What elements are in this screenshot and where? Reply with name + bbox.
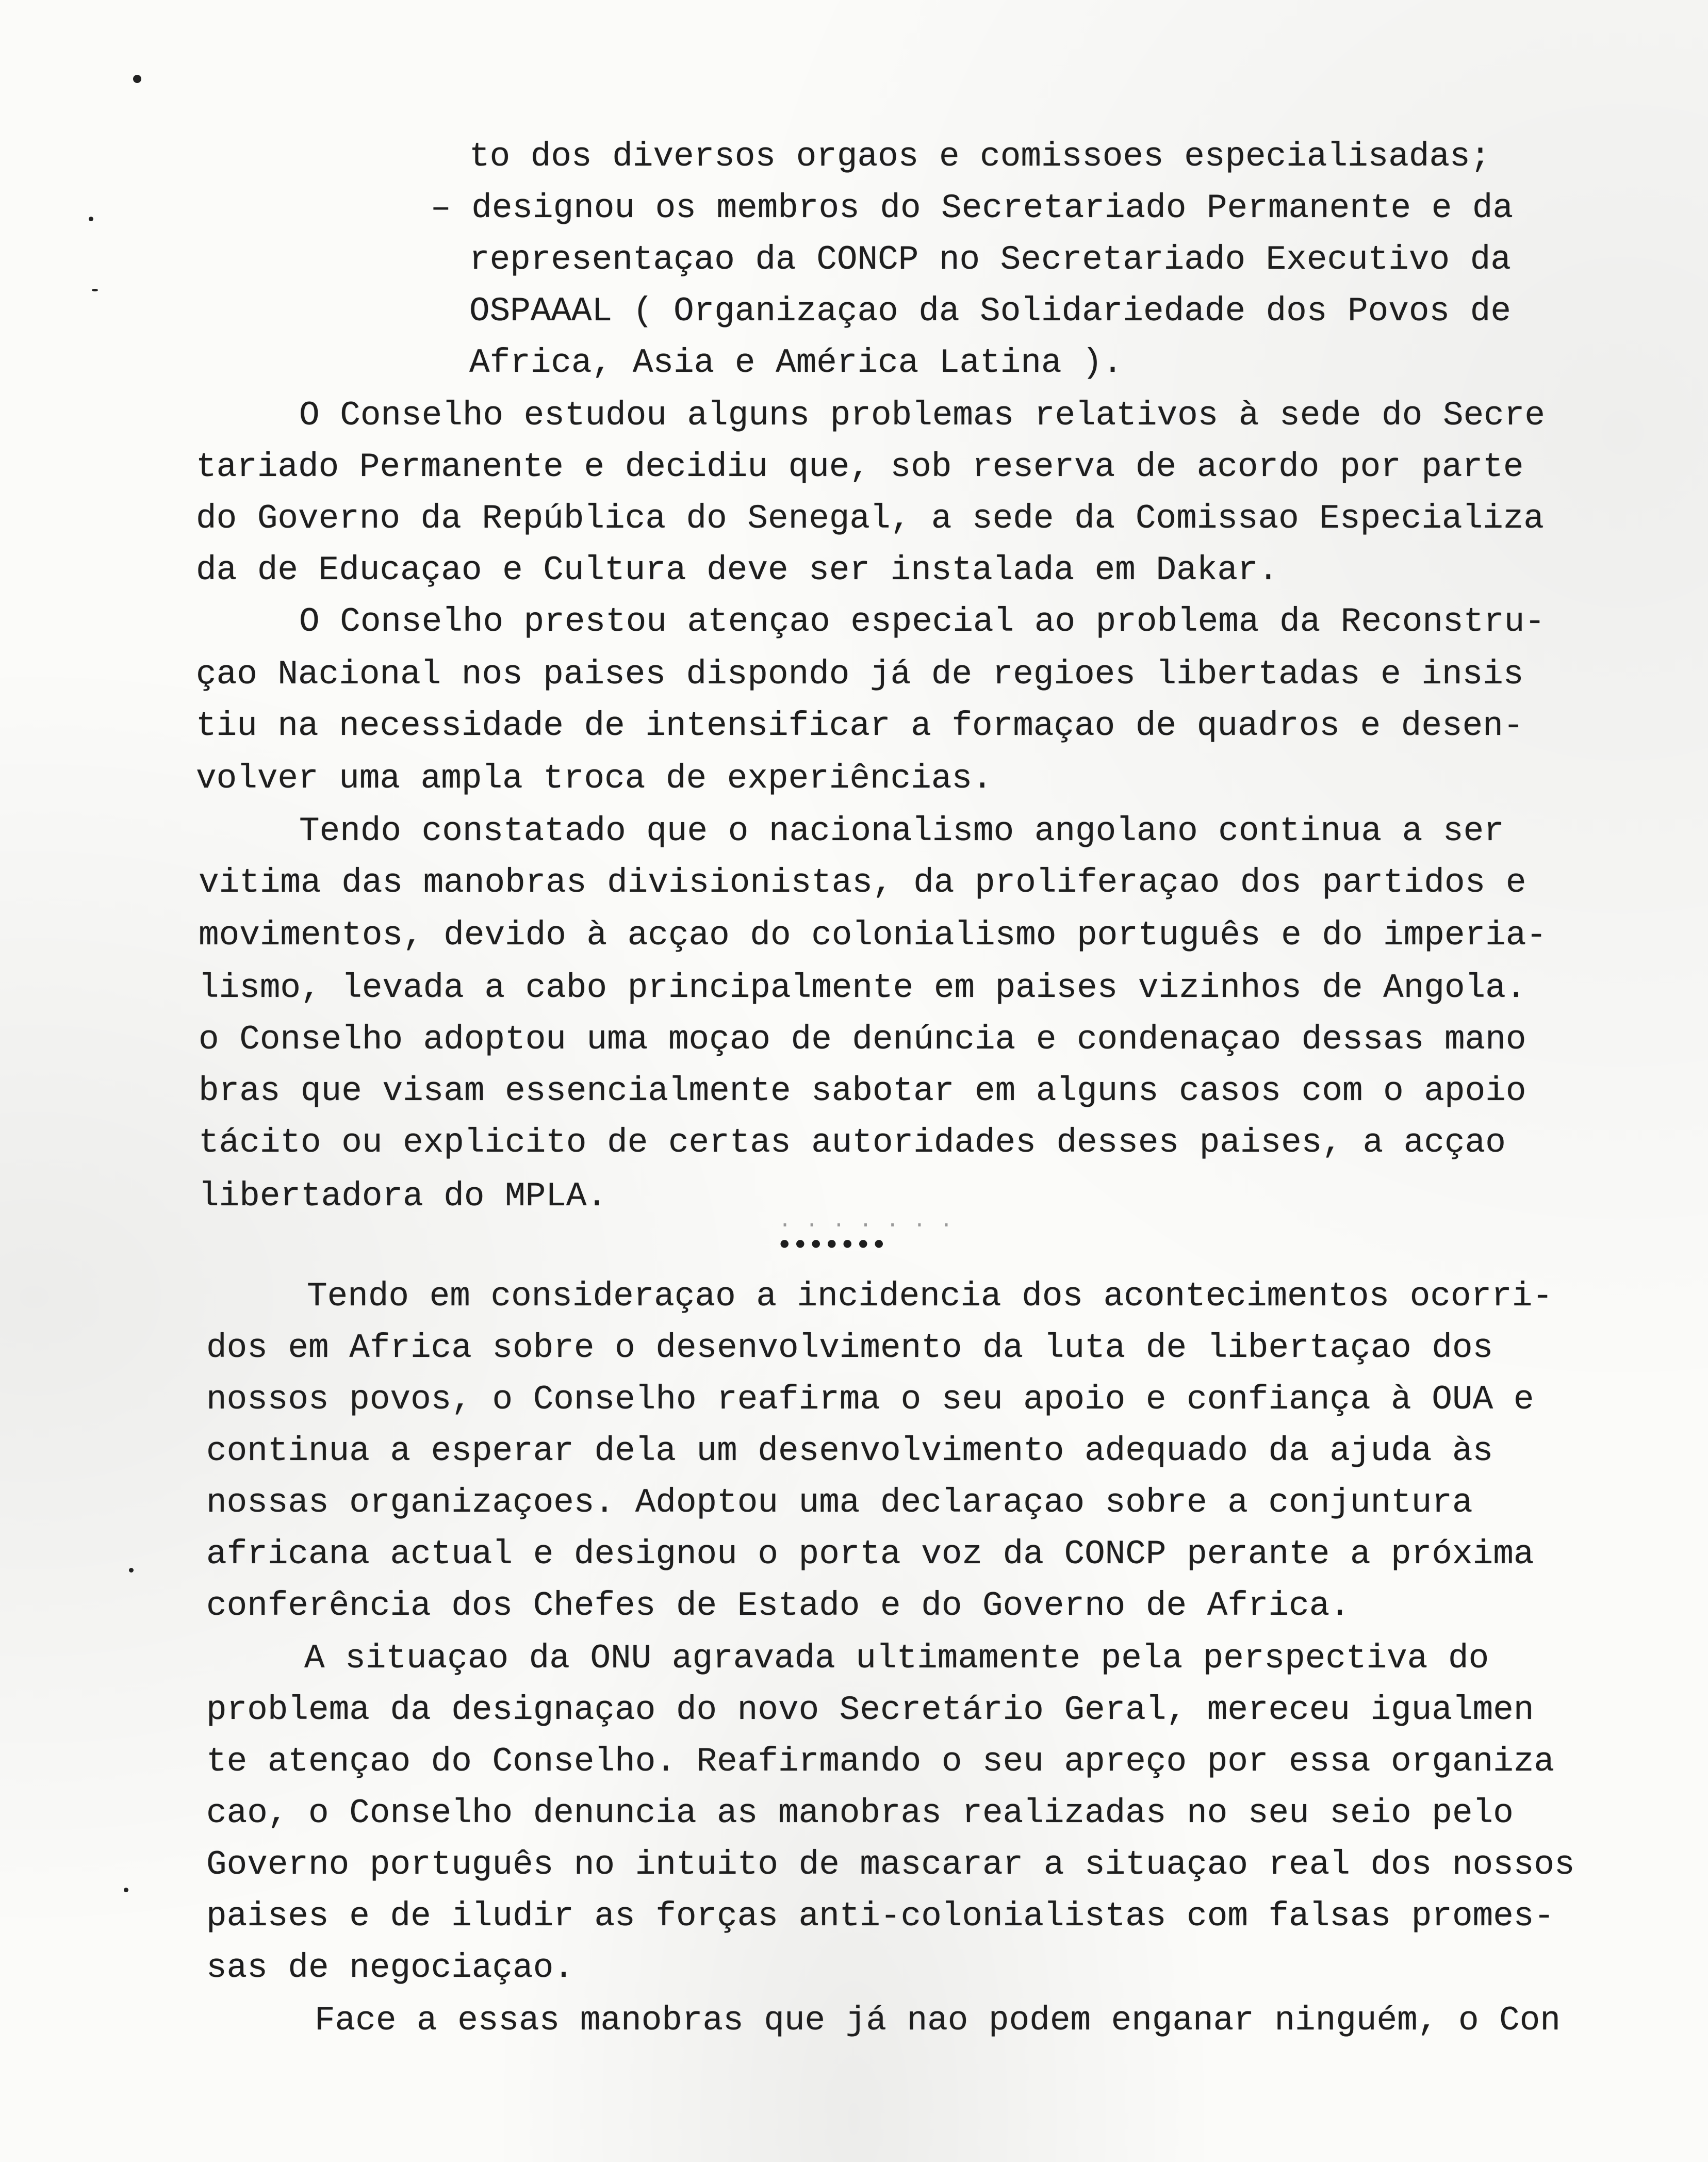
text-line: conferência dos Chefes de Estado e do Governo de Africa.: [206, 1586, 1350, 1625]
scan-speck: [92, 289, 98, 291]
text-line: problema da designaçao do novo Secretário Geral, mereceu igualmen: [206, 1691, 1534, 1729]
scan-speck: [133, 75, 141, 83]
text-line: bras que visam essencialmente sabotar em alguns casos com o apoio: [199, 1072, 1526, 1110]
text-line: da de Educaçao e Cultura deve ser instalada em Dakar.: [196, 551, 1279, 589]
scan-speck: [129, 1568, 134, 1573]
scan-speck: [124, 1888, 128, 1892]
text-line: Tendo constatado que o nacionalismo angolano continua a ser: [299, 812, 1504, 850]
text-line: o Conselho adoptou uma moçao de denúncia e condenaçao dessas mano: [199, 1020, 1526, 1059]
separator-dots: . . . . . . .: [779, 1208, 954, 1232]
text-line: vitima das manobras divisionistas, da proliferaçao dos partidos e: [199, 863, 1526, 902]
text-line: paises e de iludir as forças anti-colonialistas com falsas promes-: [206, 1897, 1555, 1936]
text-line: sas de negociaçao.: [206, 1948, 574, 1987]
scan-speck: [89, 217, 93, 221]
text-line: cao, o Conselho denuncia as manobras realizadas no seu seio pelo: [206, 1794, 1514, 1832]
text-line: movimentos, devido à acçao do colonialismo português e do imperia-: [199, 916, 1547, 955]
text-line: continua a esperar dela um desenvolvimento adequado da ajuda às: [206, 1432, 1493, 1470]
text-line: representaçao da CONCP no Secretariado Executivo da: [469, 240, 1511, 279]
text-line: nossos povos, o Conselho reafirma o seu apoio e confiança à OUA e: [206, 1380, 1534, 1419]
text-line: volver uma ampla troca de experiências.: [196, 759, 993, 798]
text-line: dos em Africa sobre o desenvolvimento da luta de libertaçao dos: [206, 1329, 1493, 1367]
text-line: Africa, Asia e América Latina ).: [469, 343, 1123, 382]
text-line: africana actual e designou o porta voz da CONCP perante a próxima: [206, 1535, 1534, 1574]
text-line: lismo, levada a cabo principalmente em paises vizinhos de Angola.: [199, 969, 1526, 1007]
text-line: tiu na necessidade de intensificar a formaçao de quadros e desen-: [196, 707, 1524, 745]
text-line: – designou os membros do Secretariado Permanente e da: [431, 189, 1514, 227]
text-line: Tendo em consideraçao a incidencia dos acontecimentos ocorri-: [307, 1277, 1553, 1316]
text-line: Face a essas manobras que já nao podem enganar ninguém, o Con: [315, 2001, 1561, 2040]
text-line: to dos diversos orgaos e comissoes especialisadas;: [469, 137, 1491, 176]
text-line: tariado Permanente e decidiu que, sob reserva de acordo por parte: [196, 448, 1524, 486]
text-line: nossas organizaçoes. Adoptou uma declaraçao sobre a conjuntura: [206, 1483, 1473, 1522]
separator-bullets: •••••••: [778, 1232, 888, 1258]
text-line: do Governo da República do Senegal, a sede da Comissao Especializa: [196, 499, 1545, 538]
text-line: çao Nacional nos paises dispondo já de regioes libertadas e insis: [196, 655, 1524, 694]
text-line: A situaçao da ONU agravada ultimamente pela perspectiva do: [304, 1639, 1489, 1678]
text-line: OSPAAAL ( Organizaçao da Solidariedade dos Povos de: [469, 292, 1511, 331]
text-line: O Conselho prestou atençao especial ao problema da Reconstru-: [299, 602, 1545, 641]
text-line: te atençao do Conselho. Reafirmando o seu apreço por essa organiza: [206, 1742, 1555, 1781]
text-line: O Conselho estudou alguns problemas relativos à sede do Secre: [299, 396, 1545, 435]
text-line: Governo português no intuito de mascarar a situaçao real dos nossos: [206, 1845, 1575, 1884]
text-line: libertadora do MPLA.: [199, 1177, 607, 1216]
text-line: tácito ou explicito de certas autoridades desses paises, a acçao: [199, 1123, 1506, 1162]
